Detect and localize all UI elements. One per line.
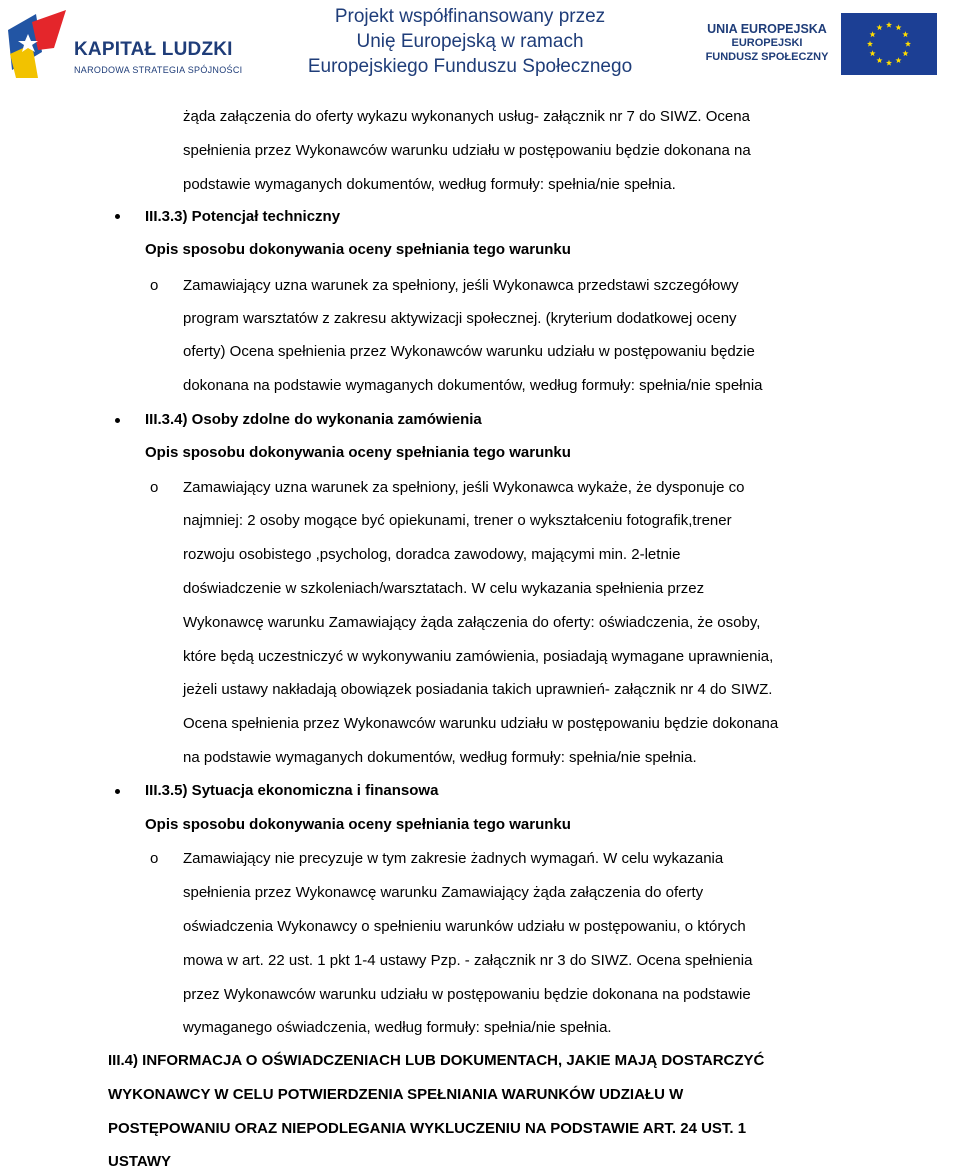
body-line: dokonana na podstawie wymaganych dokumentów, według formuły: spełnia/nie spełnia: [183, 377, 763, 394]
body-line: Zamawiający nie precyzuje w tym zakresie żadnych wymagań. W celu wykazania: [183, 850, 724, 867]
bullet-icon: [115, 214, 120, 219]
body-line: przez Wykonawców warunku udziału w postępowaniu będzie dokonana na podstawie: [183, 986, 751, 1003]
body-line: spełnienia przez Wykonawcę warunku Zamawiający żąda załączenia do oferty: [183, 884, 704, 901]
body-line: które będą uczestniczyć w wykonywaniu zamówienia, posiadają wymagane uprawnienia,: [183, 648, 774, 665]
project-line: Europejskiego Funduszu Społecznego: [307, 56, 633, 77]
body-line: podstawie wymaganych dokumentów, według formuły: spełnia/nie spełnia.: [183, 176, 676, 193]
list-marker: o: [150, 850, 159, 867]
body-line: program warsztatów z zakresu aktywizacji społecznej. (kryterium dodatkowej oceny: [183, 310, 737, 327]
body-line: wymaganego oświadczenia, według formuły: spełnia/nie spełnia.: [183, 1019, 612, 1036]
eu-flag-icon: [841, 13, 937, 75]
body-line: oferty) Ocena spełnienia przez Wykonawców warunku udziału w postępowaniu będzie: [183, 343, 755, 360]
kapital-ludzki-emblem-icon: [2, 8, 68, 80]
body-line: Wykonawcę warunku Zamawiający żąda załączenia do oferty: oświadczenia, że osoby,: [183, 614, 761, 631]
kapital-ludzki-title: KAPITAŁ LUDZKI: [74, 39, 233, 60]
body-line: na podstawie wymaganych dokumentów, według formuły: spełnia/nie spełnia.: [183, 749, 697, 766]
project-line: Projekt współfinansowany przez: [334, 6, 606, 27]
section-heading: III.3.4) Osoby zdolne do wykonania zamówienia: [145, 411, 482, 428]
section-heading: III.3.3) Potencjał techniczny: [145, 208, 341, 225]
body-line: Zamawiający uzna warunek za spełniony, jeśli Wykonawca wykaże, że dysponuje co: [183, 479, 745, 496]
body-line: najmniej: 2 osoby mogące być opiekunami, trener o wykształceniu fotografik,trener: [183, 512, 732, 529]
chapter-heading-line: III.4) INFORMACJA O OŚWIADCZENIACH LUB DOKUMENTACH, JAKIE MAJĄ DOSTARCZYĆ: [108, 1052, 765, 1069]
section-heading: III.3.5) Sytuacja ekonomiczna i finansowa: [145, 782, 439, 799]
section-subheading: Opis sposobu dokonywania oceny spełniania tego warunku: [145, 241, 571, 258]
list-marker: o: [150, 277, 159, 294]
eu-line-1: UNIA EUROPEJSKA: [707, 22, 827, 36]
kapital-ludzki-logo: [2, 8, 260, 80]
project-line: Unię Europejską w ramach: [356, 31, 584, 52]
chapter-heading-line: POSTĘPOWANIU ORAZ NIEPODLEGANIA WYKLUCZENIU NA PODSTAWIE ART. 24 UST. 1: [108, 1120, 747, 1137]
body-line: jeżeli ustawy nakładają obowiązek posiadania takich uprawnień- załącznik nr 4 do SIWZ.: [183, 681, 773, 698]
bullet-icon: [115, 789, 120, 794]
body-line: doświadczenie w szkoleniach/warsztatach. W celu wykazania spełnienia przez: [183, 580, 705, 597]
body-line: Zamawiający uzna warunek za spełniony, jeśli Wykonawca przedstawi szczegółowy: [183, 277, 739, 294]
chapter-heading-line: USTAWY: [108, 1153, 172, 1170]
body-line: żąda załączenia do oferty wykazu wykonanych usług- załącznik nr 7 do SIWZ. Ocena: [183, 108, 750, 125]
body-line: mowa w art. 22 ust. 1 pkt 1-4 ustawy Pzp. - załącznik nr 3 do SIWZ. Ocena spełnienia: [183, 952, 753, 969]
page-header: [0, 0, 960, 80]
project-cofinancing-text: [305, 4, 635, 80]
body-line: rozwoju osobistego ,psycholog, doradca zawodowy, mającymi min. 2-letnie: [183, 546, 681, 563]
eu-line-2: EUROPEJSKI: [731, 37, 803, 49]
body-line: Ocena spełnienia przez Wykonawców warunku udziału w postępowaniu będzie dokonana: [183, 715, 779, 732]
bullet-icon: [115, 418, 120, 423]
section-subheading: Opis sposobu dokonywania oceny spełniania tego warunku: [145, 816, 571, 833]
kapital-ludzki-subtitle: NARODOWA STRATEGIA SPÓJNOŚCI: [74, 65, 243, 75]
chapter-heading-line: WYKONAWCY W CELU POTWIERDZENIA SPEŁNIANIA WARUNKÓW UDZIAŁU W: [108, 1086, 684, 1103]
body-line: oświadczenia Wykonawcy o spełnieniu warunków udziału w postępowaniu, o których: [183, 918, 746, 935]
eu-label: [700, 22, 834, 64]
body-line: spełnienia przez Wykonawców warunku udziału w postępowaniu będzie dokonana na: [183, 142, 751, 159]
eu-line-3: FUNDUSZ SPOŁECZNY: [705, 51, 829, 63]
section-subheading: Opis sposobu dokonywania oceny spełniania tego warunku: [145, 444, 571, 461]
list-marker: o: [150, 479, 159, 496]
